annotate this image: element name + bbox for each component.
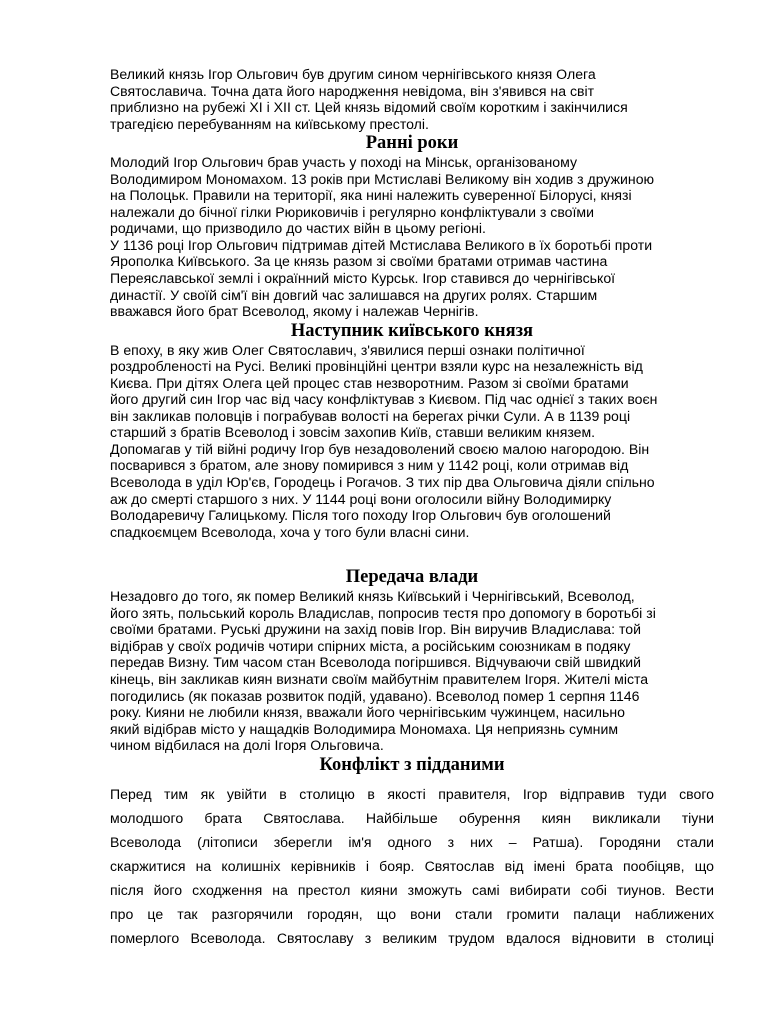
text-line: своїми братами. Руські дружини на захід повів Ігор. Він виручив Владислава: той (110, 621, 641, 638)
text-line: вважався його брат Всеволод, якому і належав Чернігів. (110, 303, 479, 320)
text-line: Великий князь Ігор Ольгович був другим сином чернігівського князя Олега (110, 66, 596, 82)
text-line: аж до смерті старшого з них. У 1144 році вони оголосили війну Володимирку (110, 490, 612, 507)
text-line: відібрав у своїх родичів чотири спірних міста, а російським союзникам в подяку (110, 637, 631, 654)
text-line: приблизно на рубежі XI і XII ст. Цей князь відомий своїм коротким і закінчилися (110, 99, 628, 116)
paragraph (110, 342, 714, 541)
text-line: Допомагав у тій війні родичу Ігор був незадоволений своєю малою нагородою. Він (110, 440, 650, 457)
justified-paragraph (110, 782, 714, 950)
document-page (110, 66, 714, 950)
text-line: Всеволода (літописи зберегли ім'я одного з них – Ратша). Городяни стали (110, 833, 714, 850)
text-line: Молодий Ігор Ольгович брав участь у поході на Мінськ, організованому (110, 154, 577, 171)
text-line: чином відбилася на долі Ігоря Ольговича. (110, 737, 384, 754)
text-line: його другий син Ігор час від часу конфліктував з Києвом. Під час однієї з таких воєн (110, 391, 658, 408)
text-line: після його сходження на престол кияни зможуть самі вибирати собі тиунов. Вести (110, 881, 714, 898)
text-line: Перед тим як увійти в столицю в якості правителя, Ігор відправив туди свого (110, 785, 714, 802)
text-line: належали до бічної гілки Рюриковичів і регулярно конфліктували з своїми (110, 203, 594, 220)
paragraph (110, 237, 714, 320)
paragraph (110, 588, 714, 753)
text-line: року. Кияни не любили князя, вважали його чернігівським чужинцем, насильно (110, 704, 625, 721)
intro-paragraph (110, 66, 714, 132)
text-line: кінець, він закликав киян визнати своїм майбутнім правителем Ігоря. Жителі міста (110, 670, 649, 687)
text-line: Володимиром Мономахом. 13 років при Мстиславі Великому він ходив з дружиною (110, 170, 655, 187)
text-line: У 1136 році Ігор Ольгович підтримав дітей Мстислава Великого в їх боротьбі проти (110, 236, 653, 253)
text-line: Святославича. Точна дата його народження невідома, він з'явився на світ (110, 82, 595, 99)
text-line: посварився з братом, але знову помирився з ним у 1142 році, коли отримав від (110, 457, 629, 474)
text-line: про це так разгорячили городян, що вони стали громити палаци наближених (110, 905, 714, 922)
text-line: трагедією перебуванням на київському престолі. (110, 115, 429, 132)
text-line: роздробленості на Русі. Великі провінційні центри взяли курс на незалежність від (110, 358, 643, 375)
text-line: родичами, що призводило до частих війн в цьому регіоні. (110, 220, 486, 237)
section-heading-transfer-of-power: Передача влади (345, 567, 479, 588)
text-line: померлого Всеволода. Святославу з великим трудом вдалося відновити в столиці (110, 929, 714, 946)
text-line: скаржитися на колишніх керівників і бояр. Святослав від імені брата пообіцяв, що (110, 857, 714, 874)
text-line: династії. У своїй сім'ї він довгий час залишався на других ролях. Старшим (110, 286, 598, 303)
text-line: В епоху, в яку жив Олег Святославич, з'явилися перші ознаки політичної (110, 341, 585, 358)
text-line: на Полоцьк. Правили на території, яка нині належить суверенної Білорусі, князі (110, 187, 632, 204)
text-line: старший з братів Всеволод і зовсім захопив Київ, ставши великим князем. (110, 424, 596, 441)
section-heading-conflict: Конфлікт з підданими (319, 754, 505, 775)
text-line: Ярополка Київського. За це князь разом зі своїми братами отримав частина (110, 253, 608, 270)
text-line: молодшого брата Святослава. Найбільше обурення киян викликали тіуни (110, 809, 714, 826)
text-line: Переяславської землі і окраїнний місто Курськ. Ігор ставився до чернігівської (110, 270, 616, 287)
text-line: його зять, польський король Владислав, попросив тестя про допомогу в боротьбі зі (110, 604, 656, 621)
section-heading-early-years: Ранні роки (365, 133, 459, 154)
paragraph (110, 154, 714, 237)
text-line: спадкоємцем Всеволода, хоча у того були власні сини. (110, 523, 470, 540)
section-heading-successor: Наступник київського князя (290, 320, 534, 341)
text-line: він закликав половців і пограбував волості на берегах річки Сули. А в 1139 році (110, 407, 631, 424)
text-line: Незадовго до того, як помер Великий князь Київський і Чернігівський, Всеволод, (110, 588, 635, 605)
text-line: Володаревичу Галицькому. Після того походу Ігор Ольгович був оголошений (110, 507, 611, 524)
text-line: погодились (як показав розвиток подій, удавано). Всеволод помер 1 серпня 1146 (110, 687, 640, 704)
text-line: який відібрав місто у нащадків Володимира Мономаха. Ця неприязнь сумним (110, 720, 619, 737)
text-line: Всеволода в уділ Юр'єв, Городець і Рогачов. З тих пір два Ольговича діяли спільно (110, 474, 655, 491)
text-line: Києва. При дітях Олега цей процес став незворотним. Разом зі своїми братами (110, 374, 629, 391)
text-line: передав Визну. Тим часом стан Всеволода погіршився. Відчуваючи свій швидкий (110, 654, 642, 671)
